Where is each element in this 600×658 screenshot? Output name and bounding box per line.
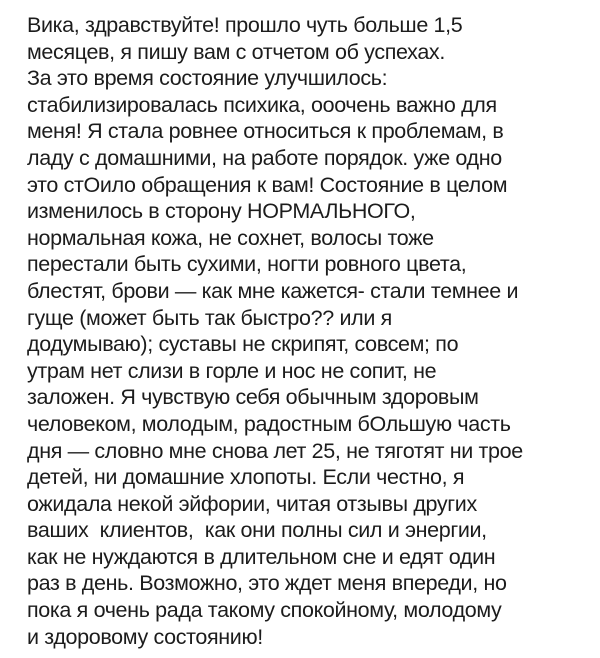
message-text	[27, 12, 597, 650]
message-line: За это время состояние улучшилось:	[27, 66, 388, 91]
message-line: ожидала некой эйфории, читая отзывы других	[27, 491, 477, 516]
message-line: гуще (может быть так быстро?? или я	[27, 305, 392, 330]
message-line: заложен. Я чувствую себя обычным здоровым	[27, 385, 479, 410]
message-line: и здоровому состоянию!	[27, 624, 263, 649]
message-line: додумываю); суставы не скрипят, совсем; по	[27, 332, 459, 357]
message-line: месяцев, я пишу вам с отчетом об успехах.	[27, 39, 445, 64]
message-line: стабилизировалась психика, ооочень важно для	[27, 92, 497, 117]
message-line: это стОило обращения к вам! Состояние в целом	[27, 172, 508, 197]
message-line: человеком, молодым, радостным бОльшую часть	[27, 411, 511, 436]
message-line: изменилось в сторону НОРМАЛЬНОГО,	[27, 199, 416, 224]
message-line: утрам нет слизи в горле и нос не сопит, не	[27, 358, 437, 383]
message-line: раз в день. Возможно, это ждет меня впереди, но	[27, 571, 507, 596]
message-line: ваших клиентов, как они полны сил и энергии,	[27, 518, 487, 543]
message-line: дня — словно мне снова лет 25, не тяготят ни трое	[27, 438, 523, 463]
message-line: блестят, брови — как мне кажется- стали темнее и	[27, 278, 519, 303]
message-line: пока я очень рада такому спокойному, молодому	[27, 598, 502, 623]
message-line: Вика, здравствуйте! прошло чуть больше 1,5	[27, 13, 463, 37]
message-line: нормальная кожа, не сохнет, волосы тоже	[27, 225, 434, 250]
message-line: перестали быть сухими, ногти ровного цвета,	[27, 252, 467, 277]
message-line: ладу с домашними, на работе порядок. уже одно	[27, 145, 502, 170]
message-line: меня! Я стала ровнее относиться к проблемам, в	[27, 119, 504, 144]
message-line: как не нуждаются в длительном сне и едят один	[27, 544, 496, 569]
message-line: детей, ни домашние хлопоты. Если честно, я	[27, 465, 465, 490]
